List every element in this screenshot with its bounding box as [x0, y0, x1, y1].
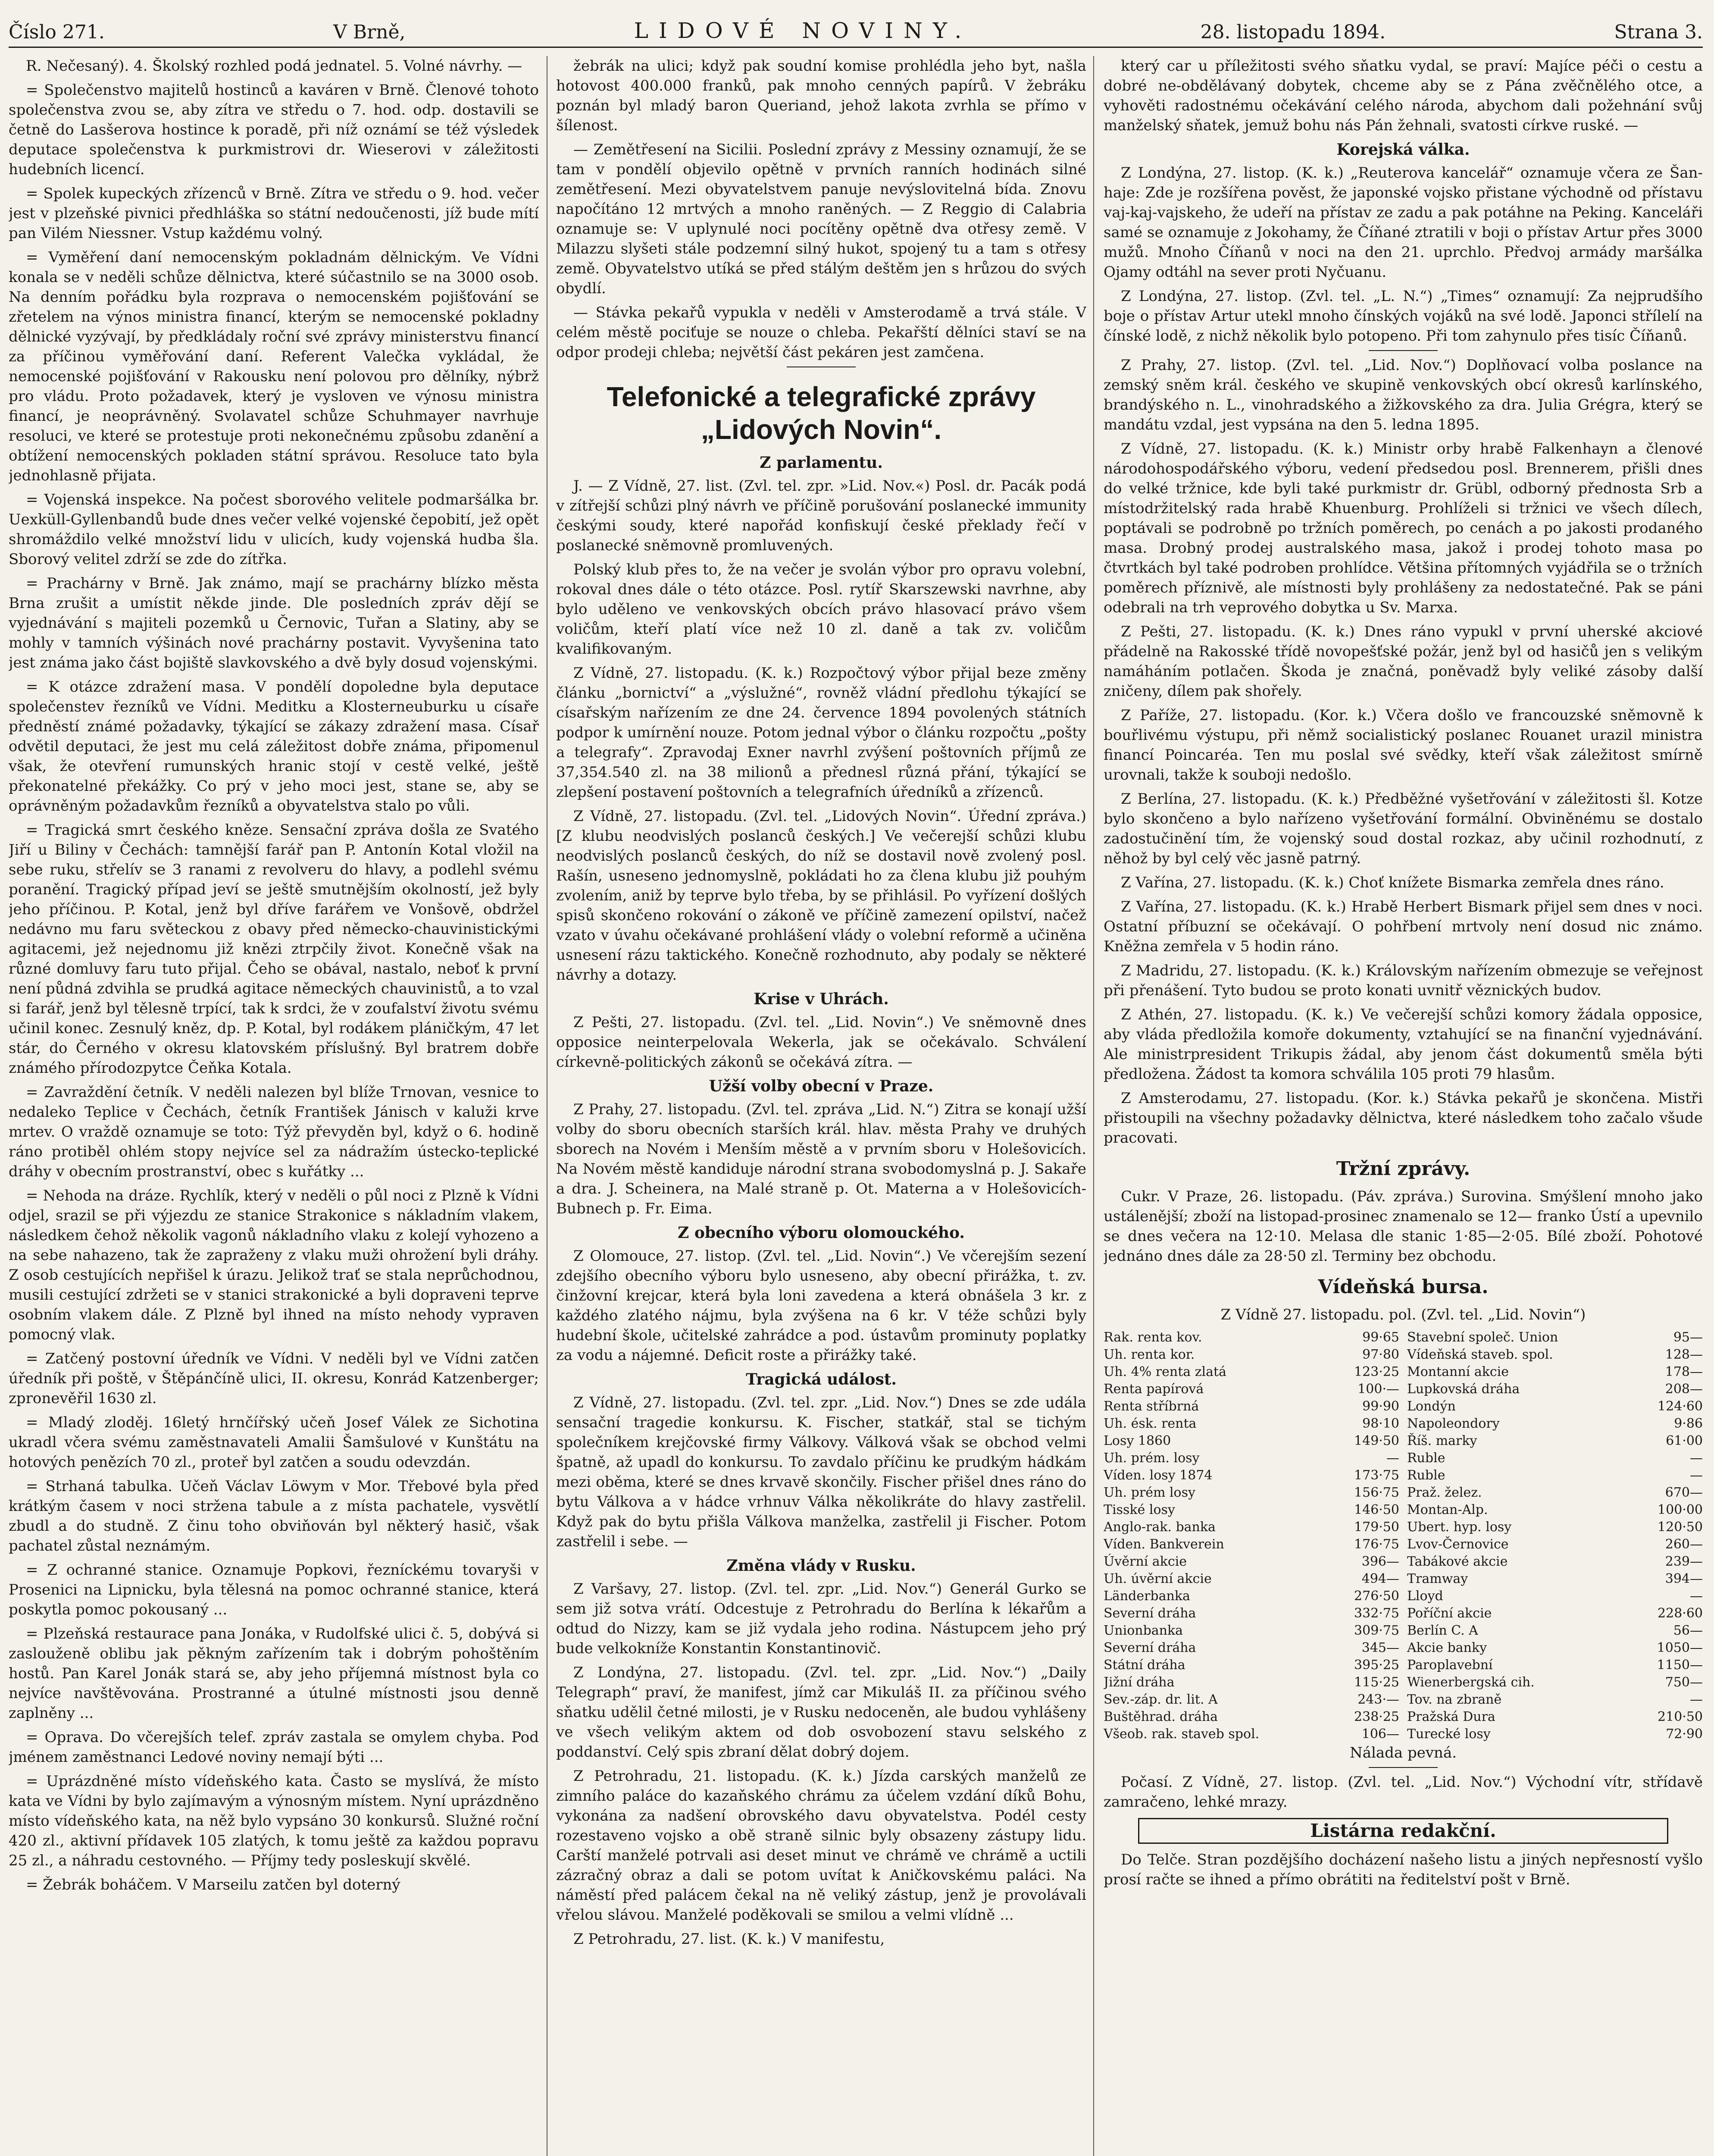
- bursa-item-name: Turecké losy: [1407, 1727, 1491, 1742]
- article: = Vojenská inspekce. Na počest sborového velitele podmaršálka br. Uexküll-Gyllenbandů bude dnes večer velké vojenské čepobití, jež opět shromáždilo velké množství lidu v ulicích, kudy vojenská hudba šla. Sborový velitel zdrží se zde do zítřka.: [9, 491, 539, 568]
- subheading: Tržní zprávy.: [1336, 1158, 1470, 1180]
- bursa-item-value: 395·25: [1354, 1658, 1399, 1673]
- article: = Oprava. Do včerejších telef. zpráv zastala se omylem chyba. Pod jménem zaměstnanci Ledové noviny nemají býti ...: [9, 1729, 539, 1766]
- bursa-item-value: 56—: [1673, 1623, 1703, 1638]
- article: Polský klub přes to, že na večer je svolán výbor pro opravu volební, rokoval dnes dále o této otázce. Posl. rytíř Skarszewski navrhne, aby bylo uděleno ve venkovských obcích právo hlasovací právo všem voličům, kteří platí více než 10 zl. daně a tak zv. voličům kvalifikovaným.: [556, 561, 1086, 658]
- article: Cukr. V Praze, 26. listopadu. (Páv. zpráva.) Surovina. Smýšlení mnoho jako ustálenější; zboží na listopad-prosinec znamenalo se 12— franko Ústí a upevnilo se dnes večera na 12·10. Melasa dle stanic 1·85—2·05. Bílé zboží. Pohotové jednáno dnes dále za 28·50 zl. Terminy bez obchodu.: [1104, 1188, 1703, 1265]
- article: = Tragická smrt českého kněze. Sensační zpráva došla ze Svatého Jiří u Biliny v Čechách: tamnější farář pan P. Antonín Kotal vložil na sebe ruku, střelív se 3 ranami z revolveru do hlavy, a podlehl svému poranění. Tragický případ jeví se ještě smutnějším okolností, jež byly jeho příčinou. P. Kotal, jenž byl dříve farářem ve Vonšově, obdržel nedávno mu faru světeckou z obavy před německo-chauvinistickými agitacemi, jež nejednomu již knězi ztrpčily život. Konečně však na různé domluvy faru tuto přijal. Čeho se obával, nastalo, neboť k první není půdná zdvihla se prudká agitace německých chauvinistů, a to vzal si farář, jenž byl tělesně trpící, tak k srdci, že v zoufalství životu svému učinil konec. Zesnulý kněz, dp. P. Kotal, byl rodákem pláničkým, 47 let stár, do Černého v okresu klatovském příslušný. Byl bratrem dobře známého přírodozpytce Čeňka Kotala.: [9, 821, 539, 1077]
- subheading: Z parlamentu.: [760, 454, 883, 472]
- bursa-item-name: Tov. na zbraně: [1407, 1692, 1502, 1707]
- bursa-item-name: Wienerbergská cih.: [1407, 1675, 1535, 1690]
- bursa-item-name: Uh. prém losy: [1104, 1485, 1195, 1500]
- bursa-item-name: Lupkovská dráha: [1407, 1382, 1520, 1397]
- subheading: Tragická událost.: [746, 1370, 897, 1388]
- subheading: Vídeňská bursa.: [1318, 1276, 1489, 1298]
- bursa-item-name: Londýn: [1407, 1399, 1456, 1414]
- bursa-item-name: Tabákové akcie: [1407, 1554, 1508, 1569]
- bursa-item-value: 179·50: [1354, 1520, 1399, 1535]
- city: V Brně,: [333, 21, 406, 43]
- bursa-item-value: 260—: [1665, 1537, 1703, 1552]
- article: = Spolek kupeckých zřízenců v Brně. Zítra ve středu o 9. hod. večer jest v plzeňské pivnici předhláška so státní nedoučenosti, jíž bude mítí pan Vilém Niessner. Vstup každému volný.: [9, 185, 539, 242]
- bursa-item-name: Severní dráha: [1104, 1606, 1196, 1621]
- article: = K otázce zdražení masa. V pondělí dopoledne byla deputace společenstev řezníků ve Vídni. Meditku a Klosterneuburku u císaře předněstí známé požadavky, týkající se zákazy zdražení masa. Císař odvětil deputaci, že jest mu celá záležitost dobře známa, připomenul však, že otevření rumunských hranic stojí v cestě velké, ještě překonatelné překážky. Co prý v jeho moci jest, stane se, aby se oprávněným požadavkům řezníků a obyvatelstva stalo po vůli.: [9, 678, 539, 815]
- article: Z Vídně, 27. listopadu. (Zvl. tel. zpr. „Lid. Nov.“) Dnes se zde udála sensační tragedie konkursu. K. Fischer, statkář, stal se tichým společníkem krejčovské firmy Válkovy. Válková však se obchod velmi špatně, až upadl do konkursu. To zavdalo příčinu ke prudkým hádkám mezi oběma, které se dnes krvavě skončily. Fischer přišel dnes ráno do bytu Válkova a v hádce vrhnuv Válka několikráte do hlavy zastřelil. Když pak do bytu přišla Válkova manželka, zastřelil ji Fischer. Potom zastřelil i sebe. —: [556, 1394, 1086, 1550]
- bursa-item-value: —: [1690, 1692, 1703, 1707]
- bursa-item-value: 238·25: [1354, 1709, 1399, 1724]
- article: Z Varšavy, 27. listop. (Zvl. tel. zpr. „Lid. Nov.“) Generál Gurko se sem již sotva vrátí. Odcestuje z Petrohradu do Berlína k lékařům a odtud do Nizzy, kam se již vydala jeho rodina. Nástupcem jeho prý bude velkokníže Konstantin Konstantinovič.: [556, 1580, 1086, 1657]
- bursa-item-value: 97·80: [1362, 1347, 1399, 1362]
- article: = Vyměření daní nemocenským pokladnám dělnickým. Ve Vídni konala se v neděli schůze dělnictva, které súčastnilo se na 3000 osob. Na denním pořádku byla rozprava o nemocenském pojišťování se zřetelem na výnos ministra financí, kterým se nemocenské pokladny dělnické vyzývají, by předkládaly roční své zprávy ministerstvu financí za příčinou vyměřování daní. Referent Valečka vykládal, že nemocenské pojišťování v Rakousku není polovou pro dělníky, nýbrž pro vládu. Proto požadavek, který je vysloven ve výnosu ministra financí, je neoprávněný. Svolavatel schůze Schuhmayer navrhuje resoluci, ve které se protestuje proti nekonečnému způsobu zdanění a obtížení nemocenských pokladen státní správou. Resoluce tato byla jednohlasně přijata.: [9, 249, 539, 484]
- bursa-item-name: Tisské losy: [1104, 1502, 1175, 1517]
- article: = Uprázdněné místo vídeňského kata. Často se myslívá, že místo kata ve Vídni by bylo zajímavým a výnosným místem. Nyní uprázdněno místo vídeňského kata, na něž bylo vypsáno 30 konkursů. Služné roční 420 zl., aktivní přídavek 105 zlatých, k tomu ještě za každou popravu 25 zl., a náhradu cestovného. — Příjmy tedy posleskují skvělé.: [9, 1773, 539, 1869]
- subheading: Z obecního výboru olomouckého.: [678, 1224, 965, 1242]
- bursa-item-value: 1150—: [1657, 1658, 1703, 1673]
- article: = Prachárny v Brně. Jak známo, mají se prachárny blízko města Brna zrušit a umístit někde jinde. Dle posledních zpráv dějí se vyjednávání s majiteli pozemků u Černovic, Tuřan a Slatiny, aby se mohly v tamních výšinách nové prachárny postavit. Vyvyšenina tato jest známa jako část bojiště slavkovského a dvě byly dosud vojenskými.: [9, 575, 539, 671]
- subheading: Korejská válka.: [1336, 141, 1470, 159]
- article: Z Prahy, 27. listopadu. (Zvl. tel. zpráva „Lid. N.“) Zitra se konají užší volby do sboru obecních starších král. hlav. města Prahy ve druhých sborech na Novém i Menším městě a v prvním sboru v Holešovicích. Na Novém městě kandiduje národní strana svobodomyslná p. J. Sakaře a dra. J. Scheinera, na Malé straně p. Ot. Materna a v Holešovicích-Bubnech p. Fr. Eima.: [556, 1101, 1086, 1217]
- article: Z Olomouce, 27. listop. (Zvl. tel. „Lid. Novin“.) Ve včerejším sezení zdejšího obecního výboru bylo usneseno, aby obecní přirážka, t. zv. činžovní krejcar, která byla loni zavedena a která obnášela 3 kr. z každého zlatého nájmu, byla zvýšena na 6 kr. V téže schůzi byly hudební škole, učitelské zahrádce a pod. ústavům prominuty poplatky za vodu a nájemné. Deficit roste a přirážky také.: [556, 1247, 1086, 1364]
- subheading: Krise v Uhrách.: [754, 990, 889, 1008]
- bursa-item-value: 210·50: [1658, 1709, 1703, 1724]
- article: Z Vídně, 27. listopadu. (Zvl. tel. „Lidových Novin“. Úřední zpráva.) [Z klubu neodvislých poslanců českých.] Ve večerejší schůzi klubu neodvislých poslanců českých, do níž se dostavil nově zvolený posl. Rašín, usneseno jednomyslně, pokládati ho za člena klubu již pouhým zvolením, aniž by teprve bylo třeba, by se přihlásil. Po vyřízení došlých spisů skončeno rokování o zákoně ve příčině zamezení opilství, načež vzato v úvahu očekávané prohlášení vlády o volební reformě a učiněna usnesení rázu taktického. Konečně rozhodnuto, aby podaly se některé návrhy a dotazy.: [556, 808, 1086, 984]
- bursa-item-name: Tramway: [1407, 1571, 1468, 1586]
- bursa-item-value: 95—: [1673, 1330, 1703, 1345]
- subheading: Užší volby obecní v Praze.: [709, 1077, 934, 1095]
- bursa-item-value: 276·50: [1354, 1589, 1399, 1604]
- article: Z Madridu, 27. listopadu. (K. k.) Královským nařízením obmezuje se veřejnost při přenášení. Tyto budou se proto konati uvnitř věznických budov.: [1104, 962, 1703, 999]
- bursa-item-value: 61·00: [1666, 1433, 1703, 1448]
- bursa-item-value: 178—: [1665, 1364, 1703, 1379]
- bursa-table: [1104, 1329, 1703, 1743]
- article: = Z ochranné stanice. Oznamuje Popkovi, řezníckému tovaryši v Prosenici na Lipnicku, byla tělesná na pomoc ochranné stanice, která poskytla pomoc pokousaný ...: [9, 1561, 539, 1618]
- article: Z Londýna, 27. listop. (Zvl. tel. „L. N.“) „Times“ oznamují: Za nejprudšího boje o přístav Artur utekl mnoho čínských vojáků na své lodě. Japonci střílelí na čínské lodě, z nichž několik bylo potopeno. Při tom zahynulo přes tisíc Číňanů.: [1104, 288, 1703, 345]
- bursa-item-value: 149·50: [1354, 1433, 1399, 1448]
- bursa-item-name: Sev.-záp. dr. lit. A: [1104, 1692, 1218, 1707]
- column-divider: [1093, 56, 1094, 2156]
- editorial-note: Do Telče. Stran pozdějšího docházení našeho listu a jiných nepřesností vyšlo prosí račte se ihned a přímo obrátiti na ředitelství pošt v Brně.: [1104, 1851, 1703, 1888]
- article: Z Vídně, 27. listopadu. (K. k.) Ministr orby hrabě Falkenhayn a členové národohospodářského výboru, vedení předsedou posl. Brennerem, přišli dnes do velké tržnice, kde byli také purkmistr dr. Grübl, odborný přednosta Srb a místodržitelský rada hrabě Khuenburg. Prohlíželi si tržnici ve všech dílech, poptávali se podrobně po tržních poměrech, po cenách a po jakosti prodaného masa. Drobný prodej australského masa, jakož i prodej tohoto masa po čtvrtkách byl také podroben prohlídce. Většina přítomných vyjádřila se o tržních poměrech příznivě, ale místnosti byly prohlášeny za nedostatečné. Pak se páni odebrali na trh veprového dobytka u Sv. Marxa.: [1104, 440, 1703, 616]
- article: Z Petrohradu, 27. list. (K. k.) V manifestu,: [573, 1930, 885, 1948]
- bursa-item-value: 208—: [1665, 1382, 1703, 1397]
- column-1: [9, 56, 539, 2156]
- article: J. — Z Vídně, 27. list. (Zvl. tel. zpr. »Lid. Nov.«) Posl. dr. Pacák podá v zítřejší schůzi plný návrh ve příčině porušování poslanecké immunity českými soudy, které napořád konfiskují české překlady řečí v poslanecké sněmovně promluvených.: [556, 477, 1086, 554]
- bursa-item-name: Ruble: [1407, 1468, 1445, 1483]
- article: Z Prahy, 27. listop. (Zvl. tel. „Lid. Nov.“) Doplňovací volba poslance na zemský sněm král. českého ve skupině venkovských obcí okresů karlínského, brandýského n. L., vinohradského a žižkovského za dra. Julia Grégra, který se mandátu vzdal, jest vypsána na den 5. ledna 1895.: [1104, 357, 1703, 433]
- bursa-item-name: Montan-Alp.: [1407, 1502, 1488, 1517]
- bursa-item-name: Všeob. rak. staveb spol.: [1104, 1727, 1260, 1742]
- bursa-item-value: 243·—: [1357, 1692, 1399, 1707]
- weather-report: Počasí. Z Vídně, 27. listop. (Zvl. tel. „Lid. Nov.“) Východní vítr, střídavě zamračeno, lehké mrazy.: [1104, 1774, 1703, 1811]
- bursa-item-value: 9·86: [1674, 1416, 1703, 1431]
- bursa-item-value: 239—: [1665, 1554, 1703, 1569]
- article: — Zemětřesení na Sicilii. Poslední zprávy z Messiny oznamují, že se tam v pondělí objevilo opětně v prvních ranních hodinách silné zemětřesení. Mezi obyvatelstvem panuje nevýslovitelná bída. Znovu napočítáno 12 mrtvých a mnoho raněných. — Z Reggio di Calabria oznamuje se: V uplynulé noci pocítěny opětně dva otřesy země. V Milazzu slyšeti stále podzemní silný hukot, spojený tu a tam s otřesy země. Obyvatelstvo utíká se před stálým deštěm jen s hrůzou do svých obydlí.: [556, 141, 1086, 297]
- bursa-item-name: Buštěhrad. dráha: [1104, 1709, 1218, 1724]
- article: = Strhaná tabulka. Učeň Václav Löwym v Mor. Třebové byla před krátkým časem v noci stržena tabule a z místa pachatele, vysvětlí zbudl a do studně. Z činu toho obviňován byl některý hasič, však pachatel zůstal neznámým.: [9, 1478, 539, 1554]
- bursa-item-value: —: [1690, 1589, 1703, 1604]
- bursa-item-name: Ubert. hyp. losy: [1407, 1520, 1512, 1535]
- bursa-item-name: Rak. renta kov.: [1104, 1330, 1202, 1345]
- bursa-item-value: 123·25: [1354, 1364, 1399, 1379]
- article: = Nehoda na dráze. Rychlík, který v neděli o půl noci z Plzně k Vídni odjel, srazil se při výjezdu ze stanice Strakonice s nákladním vlakem, následkem čehož několik vagonů nákladního vlaku z kolejí vyhozeno a na sebe nahazeno, tak že zapraženy z vlaku muži ohrožení byli dráhy. Z osob cestujících nepřišel k úrazu. Jelikož trať se stala neprůchodnou, musili cestující zdržeti se v stanici strakonické a byli dopraveni teprve osobním vlakem dále. Z Plzně byl ihned na místo nehody vypraven pomocný vlak.: [9, 1187, 539, 1343]
- page-header: [9, 4, 1703, 43]
- bursa-item-value: 99·65: [1362, 1330, 1399, 1345]
- article: R. Nečesaný). 4. Školský rozhled podá jednatel. 5. Volné návrhy. —: [26, 57, 522, 75]
- article: Z Petrohradu, 21. listopadu. (K. k.) Jízda carských manželů ze zimního paláce do kazaňského chrámu za účelem vzdání díků Bohu, vykonána za nadšení obrovského davu obyvatelstva. Podél cesty rozestaveno vojsko a obě straně silnic byly obsazeny zástupy lidu. Carští manželé potrvali asi deset minut ve chrámě ve chrámě a uctili zázračný obraz a dali se potom uvítat k Aničkovskému paláci. Na náměstí před palácem čekal na ně veliký zástup, jenž je provolávali vřelou slávou. Manželé poděkovali se smilou a velmi vlídně ...: [556, 1767, 1086, 1924]
- article: Z Vařína, 27. listopadu. (K. k.) Hrabě Herbert Bismark přijel sem dnes v noci. Ostatní příbuzní se očekávají. O pohřbení mrtvoly není dosud nic známo. Kněžna zemřela v 5 hodin ráno.: [1104, 898, 1703, 955]
- bursa-item-value: 228·60: [1658, 1606, 1703, 1621]
- bursa-item-name: Stavební společ. Union: [1407, 1330, 1558, 1345]
- bursa-item-name: Uh. úvěrní akcie: [1104, 1571, 1212, 1586]
- section-title: Telefonické a telegrafické zprávy „Lidových Novin“.: [607, 381, 1036, 445]
- issue-date: 28. listopadu 1894.: [1200, 21, 1386, 43]
- bursa-item-name: Ruble: [1407, 1451, 1445, 1466]
- article: = Mladý zloděj. 16letý hrnčířský učeň Josef Válek ze Sichotina ukradl včera svému zaměstnavateli Amalii Šamšulové v Kunštátu na hotových penězích 70 zl., proteř byl zatčen a soudu odevzdán.: [9, 1414, 539, 1471]
- bursa-item-name: Anglo-rak. banka: [1104, 1520, 1216, 1535]
- bursa-item-value: 332·75: [1354, 1606, 1399, 1621]
- divider: [1369, 1767, 1438, 1768]
- bursa-item-value: —: [1690, 1451, 1703, 1466]
- bursa-source: Z Vídně 27. listopadu. pol. (Zvl. tel. „Lid. Novin“): [1220, 1306, 1586, 1323]
- article: Z Londýna, 27. listopadu. (Zvl. tel. zpr. „Lid. Nov.“) „Daily Telegraph“ praví, že manifest, jímž car Mikuláš II. za příčinou svého sňatku udělil četné milosti, je v Rusku nedoceněn, ale budou vyhlášeny ve všech velikým aktem od dob osvobození stavu selského z poddanství. Celý spis zbraní dělat dobrý dojem.: [556, 1664, 1086, 1761]
- article: Z Athén, 27. listopadu. (K. k.) Ve večerejší schůzi komory žádala opposice, aby vláda předložila komoře dokumenty, vztahující se na finanční vyjednávání. Ale ministrpresident Trikupis žádal, aby jenom část dokumentů směla býti předložena. Žádost ta komora schválila 105 proti 79 hlasům.: [1104, 1006, 1703, 1083]
- bursa-item-name: Uh. renta kor.: [1104, 1347, 1195, 1362]
- bursa-item-value: 345—: [1361, 1640, 1399, 1655]
- bursa-item-value: 156·75: [1354, 1485, 1399, 1500]
- article: — Stávka pekařů vypukla v neděli v Amsterodamě a trvá stále. V celém městě pociťuje se nouze o chleba. Pekařští dělníci staví se na odpor prodeji chleba; největší část pekáren jest zamčena.: [556, 304, 1086, 361]
- bursa-item-name: Poříční akcie: [1407, 1606, 1492, 1621]
- bursa-item-value: 100·—: [1357, 1382, 1399, 1397]
- article: který car u příležitosti svého sňatku vydal, se praví: Majíce péči o cestu a dobré ne-obdělávaný dobytek, chceme aby se z Pána zvěčnělého otce, a vyhověti radostnému očekávání celého národa, abychom dali požehnání svůj manželský sňatek, jemuž bohu nás Pán žehnali, svatosti církve ruské. —: [1104, 57, 1703, 134]
- bursa-item-name: Paroplavební: [1407, 1658, 1493, 1673]
- bursa-item-value: 670—: [1665, 1485, 1703, 1500]
- column-3: [1104, 56, 1703, 2156]
- article: Z Vařína, 27. listopadu. (K. k.) Choť knížete Bismarka zemřela dnes ráno.: [1121, 874, 1664, 891]
- bursa-item-name: Uh. prém. losy: [1104, 1451, 1200, 1466]
- bursa-item-value: 396—: [1361, 1554, 1399, 1569]
- bursa-item-name: Státní dráha: [1104, 1658, 1185, 1673]
- bursa-item-value: 494—: [1361, 1571, 1399, 1586]
- bursa-item-name: Akcie banky: [1407, 1640, 1487, 1655]
- bursa-mood: Nálada pevná.: [1349, 1744, 1457, 1761]
- bursa-item-value: 106—: [1361, 1727, 1399, 1742]
- bursa-item-name: Renta papírová: [1104, 1382, 1204, 1397]
- article: Z Paříže, 27. listopadu. (Kor. k.) Včera došlo ve francouzské sněmovně k bouřlivému výstupu, při němž socialistický poslanec Rouanet urazil ministra financí Poincaréa. Ten mu poslal své svědky, kteří však záležitost smírně urovnali, takže k souboji nedošlo.: [1104, 707, 1703, 783]
- article: = Společenstvo majitelů hostinců a kaváren v Brně. Členové tohoto společenstva zvou se, aby zítra ve středu o 7. hod. odp. dostavili se četně do Lasšerova hostince k poradě, při níž oznámí se též výsledek deputace společenstva k purkmistrovi dr. Wieserovi v záležitosti hudebních licencí.: [9, 81, 539, 178]
- article: Z Vídně, 27. listopadu. (K. k.) Rozpočtový výbor přijal beze změny článku „bornictví“ a „výslužné“, rovněž vládní předlohu týkající se císařským nařízením ze dne 24. července 1894 povolených státních podpor k umírnění nouze. Potom jednal výbor o článku rozpočtu „pošty a telegrafy“. Zpravodaj Exner navrhl zvýšení poštovních příjmů ze 37,354.540 zl. na 38 milionů a přednesl různá přání, týkající se zlepšení postavení poštovních a telegrafních úředníků a zřízenců.: [556, 664, 1086, 801]
- article: Z Pešti, 27. listopadu. (K. k.) Dnes ráno vypukl v první uherské akciové přádelně na Rakosské třídě novopešťské požár, jenž byl od hasičů jen s velikým namáháním potlačen. Škoda je značná, poněvadž byly veliké zásoby další zničeny, dílem pak shořely.: [1104, 623, 1703, 700]
- bursa-item-value: 124·60: [1658, 1399, 1703, 1414]
- bursa-item-name: Montanní akcie: [1407, 1364, 1509, 1379]
- bursa-item-name: Jižní dráha: [1104, 1675, 1175, 1690]
- bursa-item-value: 128—: [1665, 1347, 1703, 1362]
- divider: [1369, 350, 1438, 351]
- bursa-item-name: Losy 1860: [1104, 1433, 1171, 1448]
- article: = Žebrák boháčem. V Marseilu zatčen byl doterný: [26, 1876, 400, 1893]
- bursa-item-value: 146·50: [1354, 1502, 1399, 1517]
- bursa-item-value: 309·75: [1354, 1623, 1399, 1638]
- article: žebrák na ulici; když pak soudní komise prohlédla jeho byt, našla hotovost 400.000 franků, pak mnoho cenných papírů. V žebráku poznán byl mladý baron Queriand, jehož lakota zvrhla se přímo v šílenost.: [556, 57, 1086, 134]
- bursa-item-value: —: [1386, 1451, 1399, 1466]
- article: Z Pešti, 27. listopadu. (Zvl. tel. „Lid. Novin“.) Ve sněmovně dnes opposice neinterpelovala Wekerla, jak se očekávalo. Schválení církevně-politických zákonů se očekává zítra. —: [556, 1014, 1086, 1071]
- bursa-item-value: 115·25: [1354, 1675, 1399, 1690]
- bursa-item-value: 120·50: [1658, 1520, 1703, 1535]
- bursa-item-name: Berlín C. A: [1407, 1623, 1478, 1638]
- bursa-item-value: 750—: [1665, 1675, 1703, 1690]
- column-2: [556, 56, 1086, 2156]
- bursa-item-value: 176·75: [1354, 1537, 1399, 1552]
- bursa-item-name: Lloyd: [1407, 1589, 1443, 1604]
- bursa-item-name: Unionbanka: [1104, 1623, 1183, 1638]
- page-number: Strana 3.: [1614, 21, 1703, 43]
- bursa-item-name: Praž. želez.: [1407, 1485, 1482, 1500]
- bursa-item-value: 100·00: [1658, 1502, 1703, 1517]
- bursa-item-value: 173·75: [1354, 1468, 1399, 1483]
- bursa-item-name: Říš. marky: [1407, 1433, 1477, 1448]
- subheading: Změna vlády v Rusku.: [726, 1557, 916, 1575]
- bursa-item-value: 98·10: [1362, 1416, 1399, 1431]
- editorial-box-title: Listárna redakční.: [1138, 1818, 1668, 1844]
- bursa-item-name: Severní dráha: [1104, 1640, 1196, 1655]
- article: = Plzeňská restaurace pana Jonáka, v Rudolfské ulici č. 5, dobývá si zaslouženě oblibu jak pěkným zařízením tak i dobrým pohoštěním hostů. Pan Karel Jonák stará se, aby jeho příjemná místnost byla co nejvíce navštěvována. Prostranné a útulné místnosti jsou denně zaplněny ...: [9, 1625, 539, 1722]
- bursa-item-name: Länderbanka: [1104, 1589, 1190, 1604]
- article: Z Amsterodamu, 27. listopadu. (Kor. k.) Stávka pekařů je skončena. Mistři přistoupili na všechny požadavky dělnictva, které následkem toho začalo všude pracovati.: [1104, 1090, 1703, 1147]
- bursa-item-name: Renta stříbrná: [1104, 1399, 1199, 1414]
- issue-number: Číslo 271.: [9, 21, 105, 43]
- bursa-item-name: Lvov-Černovice: [1407, 1537, 1509, 1552]
- article: = Zatčený postovní úředník ve Vídni. V neděli byl ve Vídni zatčen úředník při poště, v Štěpánčíně ulici, II. okresu, Konrád Katzenberger; zpronevěřil 1630 zl.: [9, 1350, 539, 1407]
- bursa-item-value: 72·90: [1666, 1727, 1703, 1742]
- bursa-item-name: Víden. losy 1874: [1104, 1468, 1213, 1483]
- bursa-item-value: —: [1690, 1468, 1703, 1483]
- bursa-item-name: Pražská Dura: [1407, 1709, 1495, 1724]
- article: Z Berlína, 27. listopadu. (K. k.) Předběžné vyšetřování v záležitosti šl. Kotze bylo skončeno a bylo nařízeno vyšetřování formální. Obviněnému se dostalo zadostučinění tím, že vojenský soud dostal rozkaz, aby učinil rozhodnutí, z něhož by byl celý věc jasně patrný.: [1104, 790, 1703, 867]
- article: Z Londýna, 27. listop. (K. k.) „Reuterova kancelář“ oznamuje včera ze Šan-haje: Zde je rozšířena pověst, že japonské vojsko přistane východně od přístavu vaj-kaj-vajskeho, že udeří na přístav ze zadu a pak potáhne na Peking. Kanceláři samé se oznamuje z Jokohamy, že Číňané ztratili v boji o přístav Artur přes 3000 mužů. Mnoho Číňanů v noci na den 21. uprchlo. Předvoj armády maršálka Ojamy odtáhl na sever proti Nyčuanu.: [1104, 164, 1703, 281]
- bursa-item-name: Uh. ésk. renta: [1104, 1416, 1197, 1431]
- bursa-item-name: Uh. 4% renta zlatá: [1104, 1364, 1226, 1379]
- bursa-item-value: 1050—: [1657, 1640, 1703, 1655]
- article: = Zavraždění četník. V neděli nalezen byl blíže Trnovan, vesnice to nedaleko Teplice v Čechách, četník František Jánisch v kaluži krve mrtev. O vraždě oznamuje se toto: Týž převyděn byl, když o 6. hodině ráno protiběl ohlém stopy nejvíce sel za nádražím ústecko-teplické dráhy v obecním prostranství, obec s kuřátky ...: [9, 1084, 539, 1180]
- bursa-item-name: Úvěrní akcie: [1104, 1554, 1187, 1569]
- masthead: LIDOVÉ NOVINY.: [634, 18, 972, 43]
- header-rule: [9, 47, 1703, 48]
- bursa-item-name: Napoleondory: [1407, 1416, 1500, 1431]
- bursa-item-name: Vídeňská staveb. spol.: [1407, 1347, 1553, 1362]
- bursa-item-value: 394—: [1665, 1571, 1703, 1586]
- bursa-item-name: Víden. Bankverein: [1104, 1537, 1224, 1552]
- bursa-item-value: 99·90: [1362, 1399, 1399, 1414]
